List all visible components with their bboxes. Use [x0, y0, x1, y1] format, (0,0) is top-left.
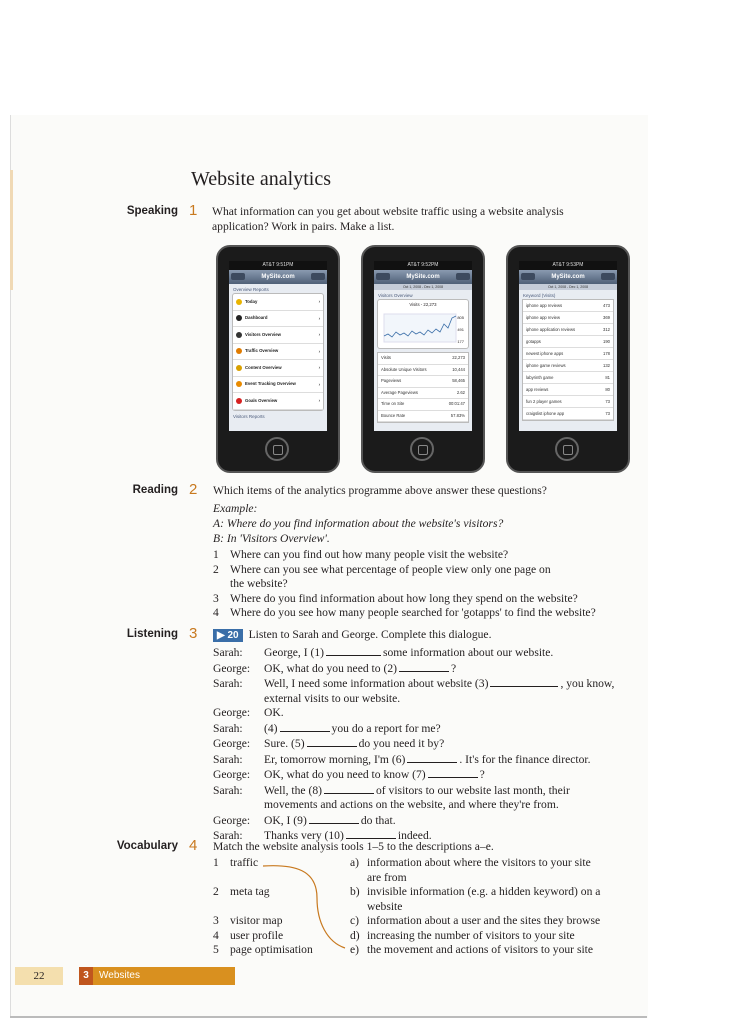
report-item-left [236, 381, 296, 387]
description-text: website [367, 899, 403, 913]
nav-bar [374, 270, 472, 284]
speaking-instruction-line2: application? Work in pairs. Make a list. [212, 220, 395, 233]
answer-blank[interactable] [346, 828, 396, 839]
line-text-before: OK, what do you need to know (7) [264, 768, 426, 781]
vocab-description [350, 943, 600, 958]
keyword-label: iphone application reviews [526, 327, 576, 332]
vocab-term [213, 856, 258, 871]
answer-blank[interactable] [280, 721, 330, 732]
section-label-reading: Reading [132, 484, 178, 496]
speaker: George: [213, 661, 251, 675]
description-letter: e) [350, 943, 360, 956]
options-button[interactable] [456, 273, 470, 280]
vocab-description [350, 914, 600, 929]
stat-label: Visits [381, 355, 391, 360]
report-item-label: Goals Overview [245, 397, 278, 403]
keyword-row[interactable] [523, 348, 613, 360]
line-text-before: Sure. (5) [264, 737, 305, 750]
report-list-item[interactable] [233, 311, 323, 328]
description-letter: d) [350, 928, 360, 942]
options-button[interactable] [601, 273, 615, 280]
report-item-icon [236, 348, 242, 354]
description-letter: a) [350, 856, 360, 869]
speaker: Sarah: [213, 646, 243, 659]
page-bottom-edge [10, 1016, 647, 1018]
answer-blank[interactable] [309, 813, 359, 824]
report-item-icon [236, 365, 242, 371]
dialogue-line [213, 736, 614, 752]
term-number: 1 [213, 856, 219, 869]
speaker: Sarah: [213, 829, 243, 842]
keyword-label: fun 2 player games [526, 399, 562, 404]
report-item-icon [236, 299, 242, 305]
section-number-vocabulary: 4 [189, 837, 198, 854]
report-item-label: Content Overview [245, 364, 282, 370]
back-button[interactable] [521, 273, 535, 280]
description-text: invisible information (e.g. a hidden keyword) on a [367, 885, 601, 898]
chevron-right-icon: › [318, 348, 320, 354]
stat-value: 22,273 [452, 355, 465, 360]
stat-row [378, 411, 468, 423]
report-list-item[interactable] [233, 344, 323, 361]
report-item-icon [236, 315, 242, 321]
keyword-row[interactable] [523, 408, 613, 420]
stat-label: Bounce Rate [381, 412, 406, 418]
report-item-left [236, 348, 278, 354]
page-title: Website analytics [191, 168, 332, 190]
description-text: increasing the number of visitors to your site [367, 928, 575, 942]
keyword-visits: 73 [605, 399, 610, 404]
line-text-before: George, I (1) [264, 646, 324, 659]
keyword-row[interactable] [523, 384, 613, 396]
axis-value: 491 [457, 327, 464, 332]
term-text: meta tag [230, 885, 270, 898]
question-text: Where do you see how many people searched for 'gotapps' to find the website? [230, 606, 596, 619]
keyword-row[interactable] [523, 324, 613, 336]
report-item-label: Visitors Overview [245, 331, 281, 337]
keyword-row[interactable] [523, 360, 613, 372]
keyword-label: craigslist iphone app [526, 411, 565, 416]
stat-value: 58,465 [452, 378, 465, 383]
description-text: the movement and actions of visitors to your site [367, 943, 594, 956]
reading-question [213, 563, 596, 578]
unit-footer [79, 967, 235, 985]
keyword-label: gotapps [526, 339, 541, 344]
dialogue-line [213, 798, 614, 813]
audio-track-number: 20 [227, 630, 239, 641]
stat-row [378, 365, 468, 377]
line-text-before: (4) [264, 721, 278, 735]
dialogue-line [213, 767, 614, 783]
vocab-description [350, 885, 600, 900]
stat-row [378, 376, 468, 388]
term-text: page optimisation [230, 943, 313, 956]
stat-label: Pageviews [381, 378, 402, 383]
vocab-description [350, 856, 600, 871]
keyword-label: labyrinth game [526, 375, 554, 380]
question-number: 3 [213, 591, 219, 605]
chevron-right-icon: › [318, 332, 320, 338]
section-number-reading: 2 [189, 481, 198, 498]
section-label-vocabulary: Vocabulary [116, 840, 178, 852]
question-number: 2 [213, 562, 219, 576]
question-number: 4 [213, 606, 219, 619]
status-bar: AT&T 9:53PM [519, 261, 617, 270]
answer-blank[interactable] [399, 661, 449, 672]
reading-question [213, 577, 596, 592]
keyword-row[interactable] [523, 396, 613, 408]
reading-example-a: A: Where do you find information about the website's visitors? [213, 517, 504, 530]
report-item-icon [236, 381, 242, 387]
line-text-before: external visits to our website. [264, 691, 401, 705]
question-text: the website? [230, 577, 288, 590]
site-name: MySite.com [551, 274, 585, 280]
keyword-row[interactable] [523, 372, 613, 384]
term-number: 5 [213, 943, 219, 956]
keyword-visits: 81 [605, 375, 610, 380]
site-name: MySite.com [261, 274, 295, 280]
question-text: Where do you find information about how long they spend on the website? [230, 591, 578, 605]
report-item-left [236, 332, 281, 338]
section-label-speaking: Speaking [126, 205, 178, 217]
status-bar: AT&T 9:51PM [229, 261, 327, 270]
report-item-left [236, 398, 277, 404]
back-button[interactable] [231, 273, 245, 280]
stat-label: Average Pageviews [381, 389, 418, 395]
back-button[interactable] [376, 273, 390, 280]
report-item-label: Today [245, 298, 258, 304]
audio-track-badge[interactable]: ▶ 20 [213, 629, 243, 642]
speaker: George: [213, 768, 251, 781]
keyword-label: app reviews [526, 387, 549, 392]
dialogue-line [213, 645, 614, 661]
term-number: 2 [213, 885, 219, 898]
dialogue [213, 645, 614, 844]
term-text: user profile [230, 928, 284, 942]
unit-title: Websites [99, 970, 140, 981]
keyword-visits: 190 [603, 339, 610, 344]
vocabulary-intro: Match the website analysis tools 1–5 to the descriptions a–e. [213, 840, 494, 853]
report-item-left [236, 365, 282, 371]
answer-blank[interactable] [326, 645, 381, 656]
speaker: Sarah: [213, 783, 243, 797]
status-bar: AT&T 9:52PM [374, 261, 472, 270]
report-item-label: Dashboard [245, 315, 268, 321]
match-line [255, 860, 350, 955]
phone-screen [374, 261, 472, 431]
margin-strip [10, 170, 13, 290]
options-button[interactable] [311, 273, 325, 280]
line-text-before: OK. [264, 706, 284, 719]
line-text-after: of visitors to our website last month, their [375, 783, 570, 797]
date-range: Oct 1, 2008 - Dec 1, 2008 [374, 284, 472, 290]
report-list [232, 293, 324, 411]
stat-row [378, 353, 468, 365]
stat-row [378, 388, 468, 400]
reading-question [213, 606, 596, 621]
report-list-item[interactable] [233, 393, 323, 410]
line-text-after: do you need it by? [358, 737, 445, 750]
listening-intro: Listen to Sarah and George. Complete this dialogue. [248, 628, 492, 641]
date-range: Oct 1, 2008 - Dec 1, 2008 [519, 284, 617, 290]
nav-bar [229, 270, 327, 284]
line-text-after: ? [450, 661, 457, 675]
keyword-label: iphone game reviews [526, 363, 566, 368]
answer-blank[interactable] [428, 767, 478, 778]
section-number-listening: 3 [189, 625, 198, 642]
report-item-label: Traffic Overview [245, 348, 279, 354]
listening-instruction [213, 628, 491, 643]
term-text: visitor map [230, 914, 283, 927]
keyword-visits: 178 [603, 351, 610, 356]
vocab-description [350, 900, 600, 915]
chevron-right-icon: › [318, 381, 320, 387]
description-text: information about where the visitors to your site [367, 856, 591, 869]
line-text-before: movements and actions on the website, and where they're from. [264, 798, 559, 811]
term-number: 3 [213, 914, 219, 927]
line-text-before: OK, I (9) [264, 813, 307, 827]
dialogue-line [213, 752, 614, 768]
question-text: Where can you see what percentage of people view only one page on [230, 562, 551, 576]
line-text-after: , you know, [560, 677, 615, 690]
question-text: Where can you find out how many people visit the website? [230, 548, 509, 561]
dialogue-line [213, 783, 614, 799]
home-button[interactable] [555, 437, 579, 461]
visits-chart [377, 299, 469, 349]
axis-value: 177 [457, 339, 464, 344]
keyword-visits: 73 [605, 411, 610, 416]
list-header: Overview Reports [233, 287, 269, 292]
report-list-item[interactable] [233, 377, 323, 394]
visitor-stats-table [377, 352, 469, 423]
vocab-description [350, 929, 600, 944]
speaker: Sarah: [213, 721, 243, 735]
chevron-right-icon: › [318, 398, 320, 404]
keyword-label: newest iphone apps [526, 351, 564, 356]
unit-number: 3 [79, 967, 93, 985]
dialogue-line [213, 706, 614, 721]
answer-blank[interactable] [490, 676, 558, 687]
section-label-listening: Listening [126, 628, 178, 640]
dialogue-line [213, 692, 614, 707]
stat-label: Absolute Unique Visitors [381, 366, 427, 372]
line-text-before: Well, the (8) [264, 783, 322, 797]
report-item-icon [236, 332, 242, 338]
phone-screen [229, 261, 327, 431]
report-item-icon [236, 398, 242, 404]
reading-question [213, 548, 596, 563]
keyword-table [522, 299, 614, 421]
reading-question [213, 592, 596, 607]
line-text-after: indeed. [397, 829, 432, 842]
line-text-after: . It's for the finance director. [459, 752, 591, 766]
line-text-before: Thanks very (10) [264, 829, 344, 842]
keyword-label: iphone app reviews [526, 303, 563, 308]
chart-title: Visits - 22,273 [409, 302, 437, 307]
speaker: Sarah: [213, 677, 243, 690]
dialogue-line [213, 813, 614, 829]
question-number: 1 [213, 548, 219, 561]
report-item-label: Event Tracking Overview [245, 381, 296, 387]
phone-screen [519, 261, 617, 431]
section-number-speaking: 1 [189, 202, 198, 219]
phone-keywords [506, 245, 630, 473]
line-text-before: Well, I need some information about website (3) [264, 677, 489, 690]
chart-axis-values [457, 312, 464, 348]
line-text-after: do that. [360, 813, 396, 827]
stat-value: 10,444 [452, 366, 465, 372]
list-header: Keyword (Visits) [523, 293, 556, 298]
description-text: information about a user and the sites they browse [367, 914, 601, 927]
keyword-visits: 132 [603, 363, 610, 368]
line-text-after: you do a report for me? [331, 721, 441, 735]
dialogue-line [213, 721, 614, 737]
home-button[interactable] [265, 437, 289, 461]
answer-blank[interactable] [324, 783, 374, 794]
report-item-left [236, 315, 267, 321]
description-text: are from [367, 870, 407, 884]
speaking-instruction-line1: What information can you get about website traffic using a website analysis [212, 205, 564, 218]
site-name: MySite.com [406, 274, 440, 280]
line-text-before: OK, what do you need to (2) [264, 661, 397, 675]
speaker: Sarah: [213, 752, 243, 766]
stat-value: 00:01:47 [448, 401, 465, 406]
stat-label: Time on Site [381, 401, 405, 406]
dialogue-line [213, 661, 614, 677]
reading-intro: Which items of the analytics programme above answer these questions? [213, 484, 547, 497]
keyword-row[interactable] [523, 312, 613, 324]
description-letter: c) [350, 914, 360, 927]
stat-row [378, 399, 468, 411]
speaker: George: [213, 737, 251, 750]
speaker: George: [213, 706, 251, 719]
stat-value: 57.83% [450, 412, 465, 418]
chevron-right-icon: › [318, 299, 320, 305]
term-number: 4 [213, 928, 219, 942]
list-header: Visitors Overview [378, 293, 413, 298]
stat-value: 2.62 [456, 389, 465, 395]
reading-example-b: B: In 'Visitors Overview'. [213, 532, 330, 545]
keyword-row[interactable] [523, 300, 613, 312]
axis-value: 805 [457, 315, 464, 320]
report-list-item[interactable] [233, 294, 323, 311]
chevron-right-icon: › [318, 365, 320, 371]
line-text-after: some information about our website. [382, 646, 554, 659]
home-button[interactable] [410, 437, 434, 461]
description-letter: b) [350, 885, 360, 898]
phone-visitors-overview [361, 245, 485, 473]
keyword-visits: 80 [605, 387, 610, 392]
term-text: traffic [230, 856, 259, 869]
speaker: George: [213, 813, 251, 827]
dialogue-line [213, 676, 614, 692]
reading-questions [213, 548, 596, 621]
keyword-row[interactable] [523, 336, 613, 348]
phone-overview-reports [216, 245, 340, 473]
keyword-visits: 473 [603, 303, 610, 308]
vocab-description [350, 871, 600, 886]
answer-blank[interactable] [307, 736, 357, 747]
keyword-visits: 312 [603, 327, 610, 332]
line-text-before: Er, tomorrow morning, I'm (6) [264, 752, 406, 766]
report-list-item[interactable] [233, 360, 323, 377]
list-footer: Visitors Reports [233, 413, 265, 419]
report-list-item[interactable] [233, 327, 323, 344]
line-text-after: ? [479, 768, 485, 781]
keyword-label: iphone app review [526, 315, 560, 320]
chevron-right-icon: › [318, 315, 320, 321]
page-number: 22 [15, 967, 63, 985]
answer-blank[interactable] [407, 752, 457, 763]
keyword-visits: 369 [603, 315, 610, 320]
vocabulary-descriptions [350, 856, 600, 958]
report-item-left [236, 299, 257, 305]
reading-example-label: Example: [213, 502, 258, 515]
nav-bar [519, 270, 617, 284]
